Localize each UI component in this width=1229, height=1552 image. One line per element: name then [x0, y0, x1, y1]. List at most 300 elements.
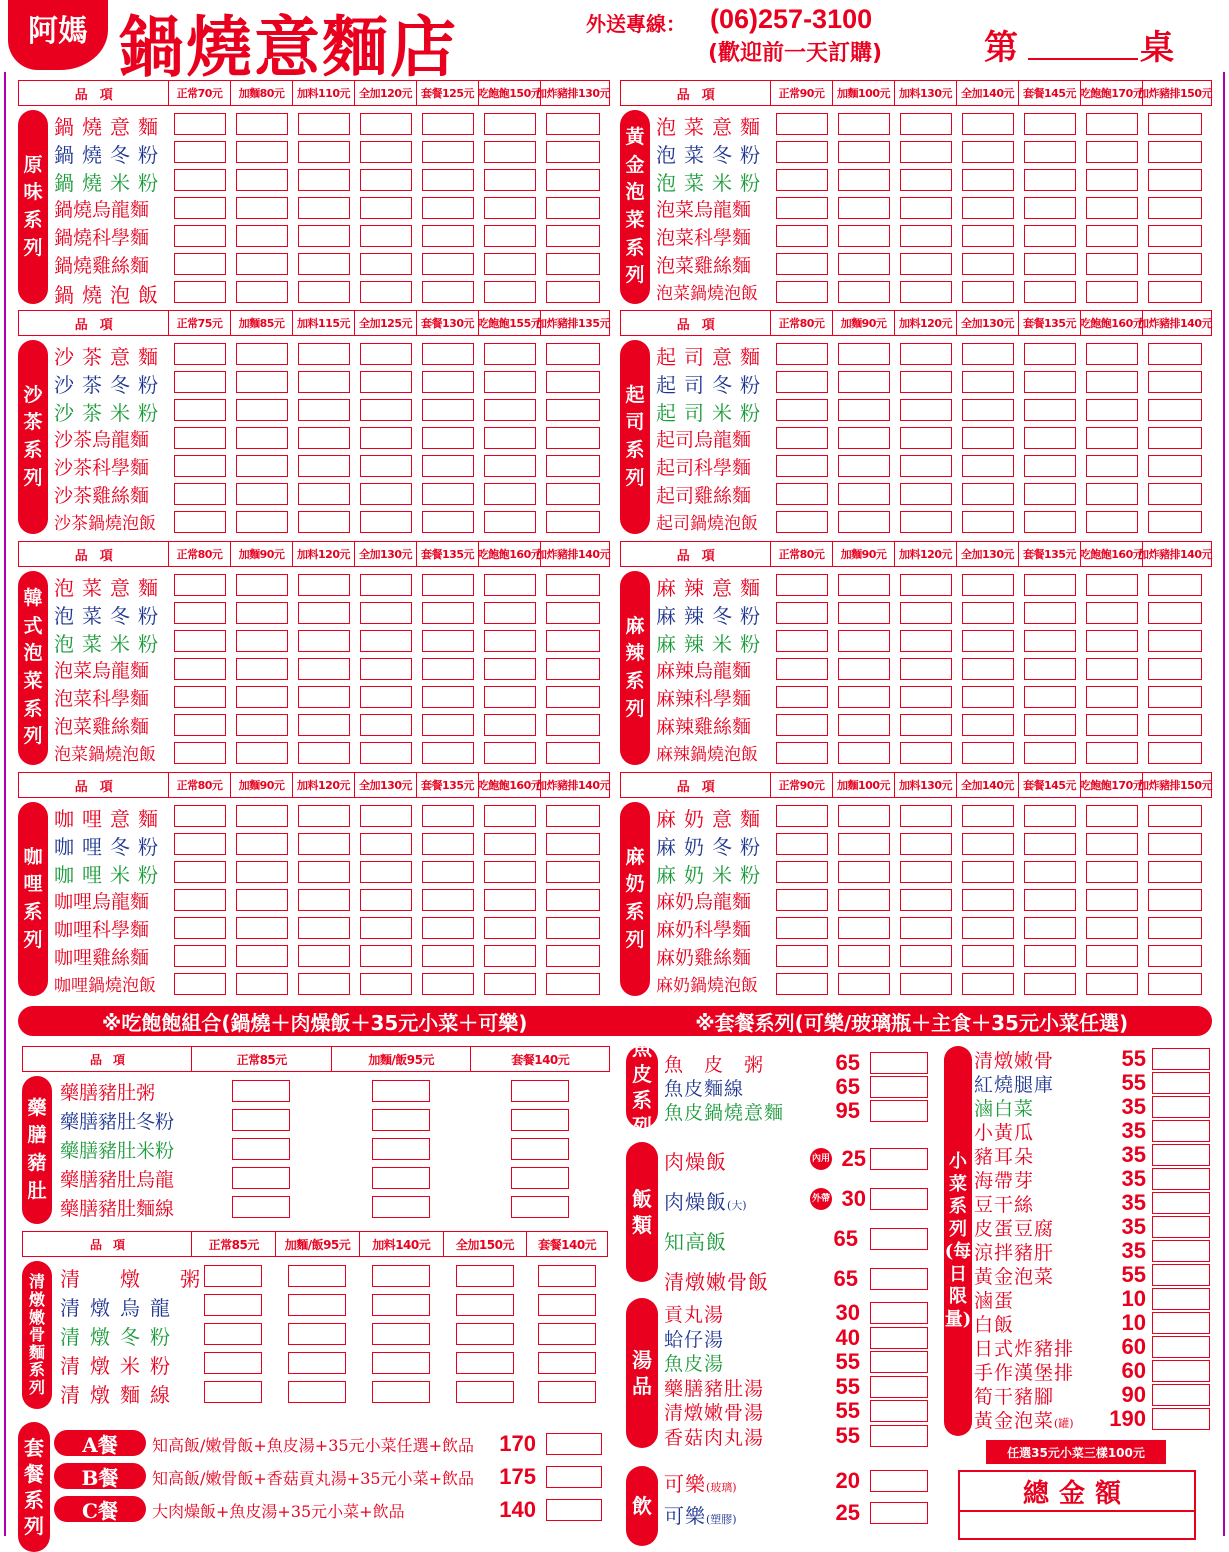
qty-box[interactable]: [546, 833, 600, 855]
qty-box[interactable]: [538, 1381, 596, 1403]
qty-box[interactable]: [456, 1381, 514, 1403]
qty-box[interactable]: [484, 253, 536, 275]
qty-box[interactable]: [236, 511, 288, 533]
qty-box[interactable]: [1086, 399, 1138, 421]
qty-box[interactable]: [360, 399, 412, 421]
qty-box[interactable]: [484, 455, 536, 477]
qty-box[interactable]: [776, 113, 828, 135]
qty-box[interactable]: [484, 917, 536, 939]
qty-box[interactable]: [174, 602, 226, 624]
qty-box[interactable]: [838, 945, 890, 967]
qty-box[interactable]: [1024, 714, 1076, 736]
qty-box[interactable]: [838, 973, 890, 995]
qty-box[interactable]: [962, 281, 1014, 303]
qty-box[interactable]: [360, 686, 412, 708]
qty-box[interactable]: [962, 658, 1014, 680]
qty-box[interactable]: [422, 889, 474, 911]
qty-box[interactable]: [511, 1167, 569, 1189]
qty-box[interactable]: [204, 1381, 262, 1403]
qty-box[interactable]: [870, 1400, 928, 1422]
qty-box[interactable]: [962, 686, 1014, 708]
qty-box[interactable]: [422, 973, 474, 995]
qty-box[interactable]: [1148, 399, 1202, 421]
qty-box[interactable]: [776, 511, 828, 533]
qty-box[interactable]: [298, 113, 350, 135]
qty-box[interactable]: [422, 113, 474, 135]
qty-box[interactable]: [1148, 455, 1202, 477]
qty-box[interactable]: [900, 427, 952, 449]
qty-box[interactable]: [204, 1323, 262, 1345]
qty-box[interactable]: [870, 1502, 928, 1524]
qty-box[interactable]: [546, 225, 600, 247]
qty-box[interactable]: [1086, 427, 1138, 449]
qty-box[interactable]: [900, 630, 952, 652]
qty-box[interactable]: [1024, 113, 1076, 135]
qty-box[interactable]: [1086, 253, 1138, 275]
qty-box[interactable]: [1152, 1336, 1210, 1358]
qty-box[interactable]: [962, 889, 1014, 911]
total-box[interactable]: [958, 1470, 1196, 1540]
qty-box[interactable]: [236, 945, 288, 967]
qty-box[interactable]: [900, 917, 952, 939]
qty-box[interactable]: [422, 630, 474, 652]
qty-box[interactable]: [372, 1109, 430, 1131]
qty-box[interactable]: [511, 1109, 569, 1131]
qty-box[interactable]: [1086, 742, 1138, 764]
qty-box[interactable]: [298, 805, 350, 827]
qty-box[interactable]: [546, 169, 600, 191]
qty-box[interactable]: [838, 197, 890, 219]
qty-box[interactable]: [360, 805, 412, 827]
qty-box[interactable]: [1024, 371, 1076, 393]
qty-box[interactable]: [298, 281, 350, 303]
qty-box[interactable]: [1024, 343, 1076, 365]
qty-box[interactable]: [1086, 917, 1138, 939]
qty-box[interactable]: [236, 371, 288, 393]
qty-box[interactable]: [174, 574, 226, 596]
qty-box[interactable]: [900, 658, 952, 680]
qty-box[interactable]: [484, 602, 536, 624]
qty-box[interactable]: [838, 371, 890, 393]
qty-box[interactable]: [360, 861, 412, 883]
qty-box[interactable]: [422, 483, 474, 505]
qty-box[interactable]: [174, 483, 226, 505]
qty-box[interactable]: [1024, 973, 1076, 995]
qty-box[interactable]: [288, 1265, 346, 1287]
qty-box[interactable]: [1148, 917, 1202, 939]
qty-box[interactable]: [962, 371, 1014, 393]
qty-box[interactable]: [1024, 427, 1076, 449]
qty-box[interactable]: [204, 1352, 262, 1374]
qty-box[interactable]: [546, 483, 600, 505]
qty-box[interactable]: [900, 889, 952, 911]
qty-box[interactable]: [484, 371, 536, 393]
qty-box[interactable]: [1024, 281, 1076, 303]
qty-box[interactable]: [174, 714, 226, 736]
qty-box[interactable]: [900, 113, 952, 135]
qty-box[interactable]: [232, 1109, 290, 1131]
qty-box[interactable]: [1024, 658, 1076, 680]
qty-box[interactable]: [298, 973, 350, 995]
qty-box[interactable]: [1086, 630, 1138, 652]
qty-box[interactable]: [1152, 1288, 1210, 1310]
qty-box[interactable]: [232, 1167, 290, 1189]
qty-box[interactable]: [372, 1196, 430, 1218]
qty-box[interactable]: [372, 1080, 430, 1102]
qty-box[interactable]: [372, 1138, 430, 1160]
qty-box[interactable]: [422, 742, 474, 764]
qty-box[interactable]: [546, 141, 600, 163]
qty-box[interactable]: [174, 686, 226, 708]
qty-box[interactable]: [1152, 1144, 1210, 1166]
qty-box[interactable]: [1152, 1216, 1210, 1238]
qty-box[interactable]: [236, 574, 288, 596]
qty-box[interactable]: [838, 399, 890, 421]
qty-box[interactable]: [1086, 343, 1138, 365]
qty-box[interactable]: [484, 889, 536, 911]
qty-box[interactable]: [546, 1466, 602, 1488]
qty-box[interactable]: [962, 833, 1014, 855]
qty-box[interactable]: [1086, 833, 1138, 855]
qty-box[interactable]: [776, 197, 828, 219]
qty-box[interactable]: [1148, 511, 1202, 533]
qty-box[interactable]: [1024, 686, 1076, 708]
qty-box[interactable]: [484, 281, 536, 303]
qty-box[interactable]: [1148, 833, 1202, 855]
qty-box[interactable]: [1086, 281, 1138, 303]
qty-box[interactable]: [422, 225, 474, 247]
qty-box[interactable]: [484, 945, 536, 967]
qty-box[interactable]: [962, 861, 1014, 883]
qty-box[interactable]: [174, 861, 226, 883]
qty-box[interactable]: [422, 917, 474, 939]
qty-box[interactable]: [360, 511, 412, 533]
qty-box[interactable]: [422, 427, 474, 449]
qty-box[interactable]: [372, 1294, 430, 1316]
qty-box[interactable]: [838, 281, 890, 303]
qty-box[interactable]: [236, 973, 288, 995]
qty-box[interactable]: [456, 1323, 514, 1345]
qty-box[interactable]: [546, 1499, 602, 1521]
qty-box[interactable]: [1024, 511, 1076, 533]
qty-box[interactable]: [298, 945, 350, 967]
qty-box[interactable]: [360, 917, 412, 939]
qty-box[interactable]: [511, 1080, 569, 1102]
qty-box[interactable]: [900, 602, 952, 624]
qty-box[interactable]: [546, 1433, 602, 1455]
qty-box[interactable]: [962, 197, 1014, 219]
qty-box[interactable]: [838, 169, 890, 191]
qty-box[interactable]: [360, 602, 412, 624]
qty-box[interactable]: [422, 658, 474, 680]
qty-box[interactable]: [546, 889, 600, 911]
qty-box[interactable]: [1086, 889, 1138, 911]
qty-box[interactable]: [962, 742, 1014, 764]
qty-box[interactable]: [838, 833, 890, 855]
qty-box[interactable]: [900, 281, 952, 303]
qty-box[interactable]: [900, 399, 952, 421]
qty-box[interactable]: [298, 861, 350, 883]
qty-box[interactable]: [776, 602, 828, 624]
qty-box[interactable]: [838, 427, 890, 449]
qty-box[interactable]: [776, 483, 828, 505]
qty-box[interactable]: [962, 805, 1014, 827]
qty-box[interactable]: [1152, 1120, 1210, 1142]
qty-box[interactable]: [1086, 805, 1138, 827]
qty-box[interactable]: [422, 371, 474, 393]
qty-box[interactable]: [1148, 197, 1202, 219]
qty-box[interactable]: [484, 141, 536, 163]
qty-box[interactable]: [174, 805, 226, 827]
qty-box[interactable]: [288, 1294, 346, 1316]
qty-box[interactable]: [484, 113, 536, 135]
qty-box[interactable]: [870, 1188, 928, 1210]
qty-box[interactable]: [360, 343, 412, 365]
qty-box[interactable]: [1152, 1240, 1210, 1262]
qty-box[interactable]: [236, 281, 288, 303]
qty-box[interactable]: [1024, 253, 1076, 275]
qty-box[interactable]: [298, 197, 350, 219]
qty-box[interactable]: [1152, 1408, 1210, 1430]
qty-box[interactable]: [962, 253, 1014, 275]
qty-box[interactable]: [546, 113, 600, 135]
qty-box[interactable]: [870, 1376, 928, 1398]
qty-box[interactable]: [1024, 602, 1076, 624]
qty-box[interactable]: [236, 630, 288, 652]
qty-box[interactable]: [870, 1100, 928, 1122]
qty-box[interactable]: [900, 455, 952, 477]
qty-box[interactable]: [546, 630, 600, 652]
qty-box[interactable]: [174, 973, 226, 995]
qty-box[interactable]: [360, 658, 412, 680]
qty-box[interactable]: [776, 281, 828, 303]
qty-box[interactable]: [1086, 371, 1138, 393]
qty-box[interactable]: [1086, 574, 1138, 596]
qty-box[interactable]: [1148, 371, 1202, 393]
qty-box[interactable]: [546, 805, 600, 827]
qty-box[interactable]: [538, 1265, 596, 1287]
qty-box[interactable]: [360, 630, 412, 652]
qty-box[interactable]: [900, 833, 952, 855]
qty-box[interactable]: [484, 658, 536, 680]
qty-box[interactable]: [484, 630, 536, 652]
qty-box[interactable]: [1152, 1048, 1210, 1070]
qty-box[interactable]: [900, 973, 952, 995]
qty-box[interactable]: [360, 574, 412, 596]
qty-box[interactable]: [546, 917, 600, 939]
qty-box[interactable]: [456, 1294, 514, 1316]
qty-box[interactable]: [204, 1294, 262, 1316]
qty-box[interactable]: [236, 658, 288, 680]
qty-box[interactable]: [360, 973, 412, 995]
qty-box[interactable]: [1086, 141, 1138, 163]
qty-box[interactable]: [870, 1351, 928, 1373]
qty-box[interactable]: [1152, 1384, 1210, 1406]
qty-box[interactable]: [422, 455, 474, 477]
qty-box[interactable]: [236, 714, 288, 736]
qty-box[interactable]: [546, 371, 600, 393]
qty-box[interactable]: [422, 169, 474, 191]
qty-box[interactable]: [236, 805, 288, 827]
qty-box[interactable]: [360, 714, 412, 736]
qty-box[interactable]: [776, 141, 828, 163]
qty-box[interactable]: [900, 861, 952, 883]
qty-box[interactable]: [422, 714, 474, 736]
qty-box[interactable]: [1024, 805, 1076, 827]
qty-box[interactable]: [962, 483, 1014, 505]
qty-box[interactable]: [546, 686, 600, 708]
qty-box[interactable]: [546, 343, 600, 365]
qty-box[interactable]: [232, 1080, 290, 1102]
qty-box[interactable]: [838, 602, 890, 624]
qty-box[interactable]: [838, 574, 890, 596]
qty-box[interactable]: [838, 889, 890, 911]
qty-box[interactable]: [900, 197, 952, 219]
qty-box[interactable]: [1024, 861, 1076, 883]
qty-box[interactable]: [422, 833, 474, 855]
qty-box[interactable]: [538, 1323, 596, 1345]
qty-box[interactable]: [232, 1138, 290, 1160]
qty-box[interactable]: [776, 917, 828, 939]
qty-box[interactable]: [1086, 973, 1138, 995]
qty-box[interactable]: [870, 1268, 928, 1290]
qty-box[interactable]: [870, 1052, 928, 1074]
qty-box[interactable]: [1148, 169, 1202, 191]
qty-box[interactable]: [1024, 483, 1076, 505]
qty-box[interactable]: [174, 197, 226, 219]
qty-box[interactable]: [1148, 602, 1202, 624]
qty-box[interactable]: [838, 630, 890, 652]
qty-box[interactable]: [174, 253, 226, 275]
qty-box[interactable]: [838, 113, 890, 135]
qty-box[interactable]: [298, 343, 350, 365]
qty-box[interactable]: [372, 1352, 430, 1374]
qty-box[interactable]: [484, 686, 536, 708]
qty-box[interactable]: [776, 686, 828, 708]
qty-box[interactable]: [546, 658, 600, 680]
qty-box[interactable]: [1148, 889, 1202, 911]
qty-box[interactable]: [298, 455, 350, 477]
qty-box[interactable]: [1148, 630, 1202, 652]
qty-box[interactable]: [1086, 197, 1138, 219]
qty-box[interactable]: [870, 1470, 928, 1492]
qty-box[interactable]: [372, 1167, 430, 1189]
qty-box[interactable]: [900, 169, 952, 191]
qty-box[interactable]: [1086, 113, 1138, 135]
qty-box[interactable]: [962, 399, 1014, 421]
qty-box[interactable]: [838, 805, 890, 827]
qty-box[interactable]: [962, 917, 1014, 939]
qty-box[interactable]: [1024, 742, 1076, 764]
qty-box[interactable]: [1086, 602, 1138, 624]
qty-box[interactable]: [174, 511, 226, 533]
qty-box[interactable]: [236, 253, 288, 275]
qty-box[interactable]: [962, 455, 1014, 477]
qty-box[interactable]: [838, 742, 890, 764]
qty-box[interactable]: [288, 1323, 346, 1345]
qty-box[interactable]: [1086, 861, 1138, 883]
qty-box[interactable]: [236, 343, 288, 365]
qty-box[interactable]: [1024, 917, 1076, 939]
qty-box[interactable]: [546, 253, 600, 275]
qty-box[interactable]: [1024, 889, 1076, 911]
qty-box[interactable]: [1152, 1096, 1210, 1118]
qty-box[interactable]: [900, 686, 952, 708]
qty-box[interactable]: [1148, 945, 1202, 967]
qty-box[interactable]: [870, 1327, 928, 1349]
qty-box[interactable]: [870, 1425, 928, 1447]
qty-box[interactable]: [1148, 343, 1202, 365]
qty-box[interactable]: [1148, 973, 1202, 995]
qty-box[interactable]: [174, 742, 226, 764]
qty-box[interactable]: [838, 917, 890, 939]
qty-box[interactable]: [422, 602, 474, 624]
qty-box[interactable]: [962, 343, 1014, 365]
qty-box[interactable]: [174, 658, 226, 680]
qty-box[interactable]: [288, 1381, 346, 1403]
qty-box[interactable]: [298, 917, 350, 939]
qty-box[interactable]: [236, 917, 288, 939]
qty-box[interactable]: [372, 1381, 430, 1403]
qty-box[interactable]: [484, 343, 536, 365]
qty-box[interactable]: [174, 281, 226, 303]
qty-box[interactable]: [776, 455, 828, 477]
qty-box[interactable]: [538, 1294, 596, 1316]
qty-box[interactable]: [360, 371, 412, 393]
qty-box[interactable]: [236, 141, 288, 163]
qty-box[interactable]: [546, 714, 600, 736]
qty-box[interactable]: [546, 945, 600, 967]
qty-box[interactable]: [962, 945, 1014, 967]
qty-box[interactable]: [360, 833, 412, 855]
qty-box[interactable]: [1024, 225, 1076, 247]
qty-box[interactable]: [900, 714, 952, 736]
qty-box[interactable]: [422, 511, 474, 533]
qty-box[interactable]: [1148, 742, 1202, 764]
qty-box[interactable]: [776, 742, 828, 764]
qty-box[interactable]: [900, 742, 952, 764]
qty-box[interactable]: [360, 141, 412, 163]
qty-box[interactable]: [1152, 1360, 1210, 1382]
qty-box[interactable]: [776, 225, 828, 247]
qty-box[interactable]: [1148, 113, 1202, 135]
qty-box[interactable]: [1148, 225, 1202, 247]
table-number-field[interactable]: [1028, 58, 1138, 60]
qty-box[interactable]: [174, 455, 226, 477]
qty-box[interactable]: [422, 281, 474, 303]
qty-box[interactable]: [174, 225, 226, 247]
qty-box[interactable]: [1148, 658, 1202, 680]
qty-box[interactable]: [776, 889, 828, 911]
qty-box[interactable]: [511, 1138, 569, 1160]
qty-box[interactable]: [900, 343, 952, 365]
qty-box[interactable]: [422, 805, 474, 827]
qty-box[interactable]: [1024, 197, 1076, 219]
qty-box[interactable]: [1086, 455, 1138, 477]
qty-box[interactable]: [1152, 1072, 1210, 1094]
qty-box[interactable]: [1086, 483, 1138, 505]
qty-box[interactable]: [1148, 141, 1202, 163]
qty-box[interactable]: [838, 483, 890, 505]
qty-box[interactable]: [870, 1302, 928, 1324]
qty-box[interactable]: [546, 399, 600, 421]
qty-box[interactable]: [174, 399, 226, 421]
qty-box[interactable]: [546, 511, 600, 533]
qty-box[interactable]: [204, 1265, 262, 1287]
qty-box[interactable]: [776, 371, 828, 393]
qty-box[interactable]: [174, 630, 226, 652]
qty-box[interactable]: [456, 1352, 514, 1374]
